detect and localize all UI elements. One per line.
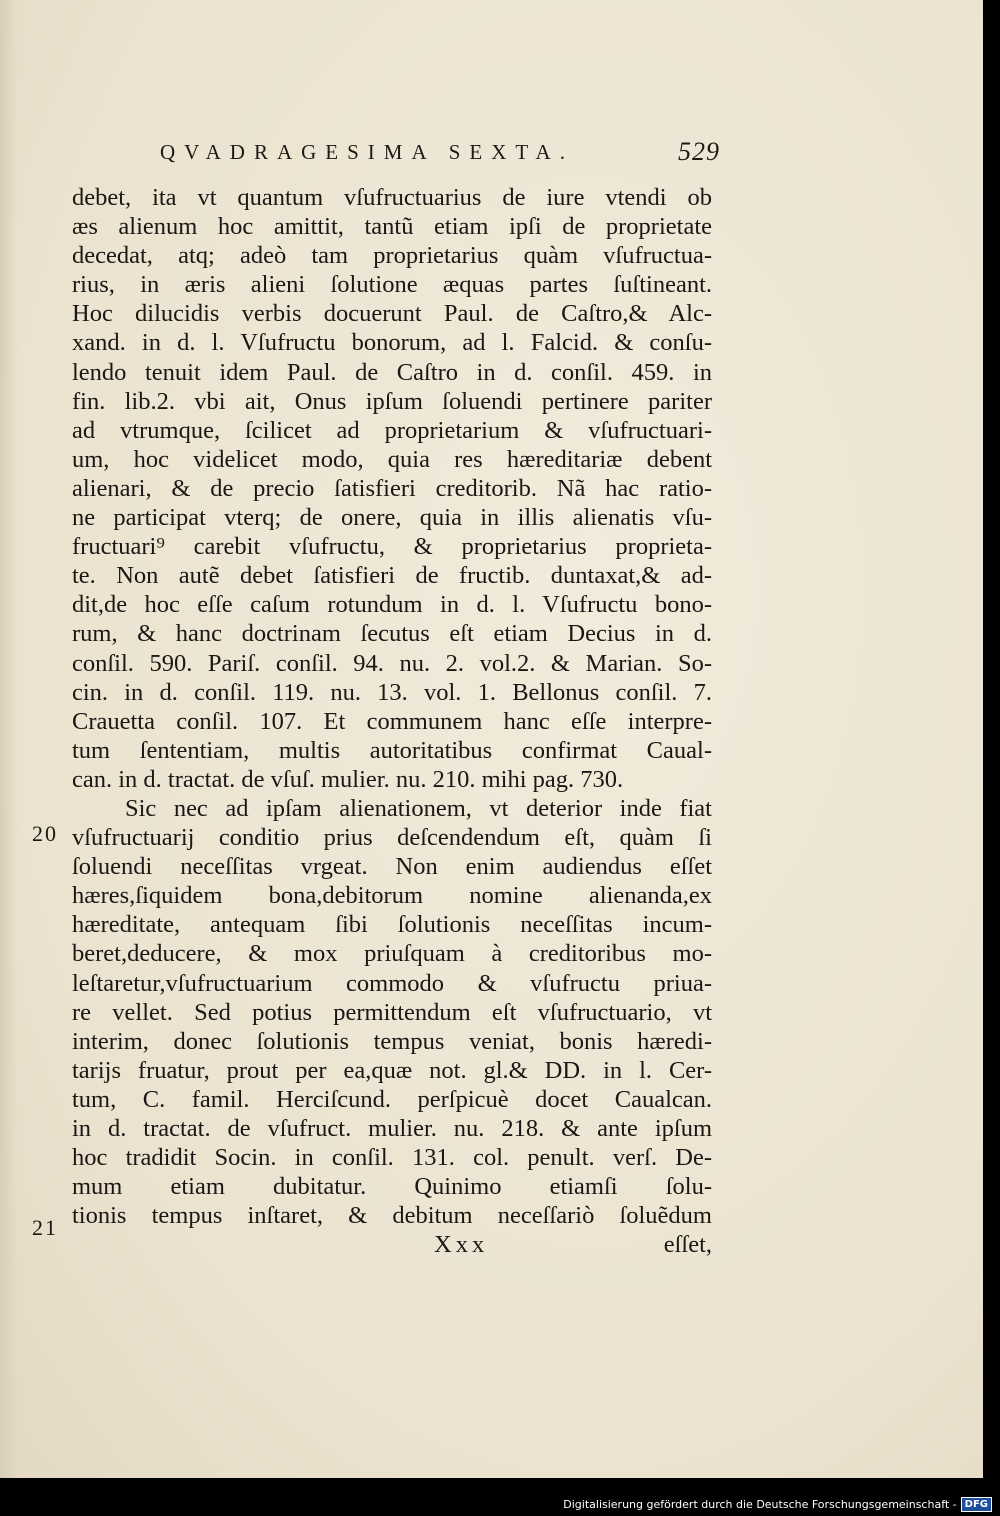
text-line: um, hoc videlicet modo, quia res hæreditariæ debent <box>72 445 712 473</box>
text-line: beret,deducere, & mox priuſquam à creditoribus mo- <box>72 940 712 968</box>
signature-mark: Xxx <box>434 1231 489 1259</box>
digitization-credit <box>563 1497 992 1512</box>
body-text <box>72 183 712 1259</box>
text-line: in d. tractat. de vſufruct. mulier. nu. 218. & ante ipſum <box>72 1115 712 1142</box>
text-line: re vellet. Sed potius permittendum eſt vſufructuario, vt <box>72 998 712 1026</box>
text-line: xand. in d. l. Vſufructu bonorum, ad l. Falcid. & conſu- <box>72 329 712 357</box>
text-line: hoc tradidit Socin. in conſil. 131. col. penult. verſ. De- <box>72 1144 712 1172</box>
text-line: tum ſententiam, multis autoritatibus confirmat Caual- <box>72 736 712 764</box>
text-line: tum, C. famil. Herciſcund. perſpicuè docet Caualcan. <box>72 1085 712 1113</box>
running-head-title: QVADRAGESIMA SEXTA. <box>160 140 574 164</box>
text-line: interim, donec ſolutionis tempus veniat, bonis hæredi- <box>72 1027 712 1055</box>
margin-number: 20 <box>32 821 58 846</box>
text-line: hæres,ſiquidem bona,debitorum nomine alienanda,ex <box>72 882 712 910</box>
catchword: eſſet, <box>663 1231 712 1259</box>
text-line: vſufructuarij conditio prius deſcendendum eſt, quàm ſi <box>72 824 712 852</box>
text-line: alienari, & de precio ſatisfieri creditorib. Nã hac ratio- <box>72 474 712 502</box>
text-line: tionis tempus inſtaret, & debitum neceſſariò ſoluẽdum <box>72 1202 712 1230</box>
text-line: ad vtrumque, ſcilicet ad proprietarium & vſufructuari- <box>72 416 712 444</box>
text-line: ne participat vterq; de onere, quia in illis alienatis vſu- <box>72 504 712 532</box>
text-line: decedat, atq; adeò tam proprietarius quàm vſufructua- <box>72 242 712 270</box>
text-line: ſoluendi neceſſitas vrgeat. Non enim audiendus eſſet <box>72 853 712 881</box>
credit-text: Digitalisierung gefördert durch die Deutsche Forschungsgemeinschaft - <box>563 1498 957 1511</box>
page-number: 529 <box>678 137 720 166</box>
dfg-logo: DFG <box>961 1497 992 1512</box>
text-line: can. in d. tractat. de vſuſ. mulier. nu. 210. mihi pag. 730. <box>72 765 624 793</box>
text-line: Hoc dilucidis verbis docuerunt Paul. de Caſtro,& Alc- <box>72 300 712 328</box>
text-line: rum, & hanc doctrinam ſecutus eſt etiam Decius in d. <box>72 620 712 648</box>
signature-line <box>72 1230 712 1259</box>
text-line: æs alienum hoc amittit, tantũ etiam ipſi de proprietate <box>72 213 712 241</box>
text-line: hæreditate, antequam ſibi ſolutionis neceſſitas incum- <box>72 911 712 939</box>
text-line: debet, ita vt quantum vſufructuarius de iure vtendi ob <box>72 184 712 211</box>
margin-number: 21 <box>32 1215 58 1240</box>
text-line: lendo tenuit idem Paul. de Caſtro in d. conſil. 459. in <box>72 358 712 386</box>
page-edge-shadow <box>0 0 18 1478</box>
text-line: dit,de hoc eſſe caſum rotundum in d. l. Vſufructu bono- <box>72 591 712 619</box>
text-line: mum etiam dubitatur. Quinimo etiamſi ſolu- <box>72 1173 712 1201</box>
text-line: Sic nec ad ipſam alienationem, vt deterior inde fiat <box>125 794 712 822</box>
text-line: te. Non autẽ debet ſatisfieri de fructib. duntaxat,& ad- <box>72 562 712 590</box>
text-line: fin. lib.2. vbi ait, Onus ipſum ſoluendi pertinere pariter <box>72 387 712 415</box>
text-line: fructuari⁹ carebit vſufructu, & proprietarius proprieta- <box>72 533 712 561</box>
text-line: tarijs fruatur, prout per ea,quæ not. gl.& DD. in l. Cer- <box>72 1056 712 1084</box>
text-line: leſtaretur,vſufructuarium commodo & vſufructu priua- <box>72 969 712 997</box>
text-line: cin. in d. conſil. 119. nu. 13. vol. 1. Bellonus conſil. 7. <box>72 678 712 706</box>
text-line: conſil. 590. Pariſ. conſil. 94. nu. 2. vol.2. & Marian. So- <box>72 649 712 677</box>
text-line: Crauetta conſil. 107. Et communem hanc eſſe interpre- <box>72 707 712 735</box>
text-line: rius, in æris alieni ſolutione æquas partes ſuſtineant. <box>72 271 712 299</box>
running-head <box>160 137 720 170</box>
